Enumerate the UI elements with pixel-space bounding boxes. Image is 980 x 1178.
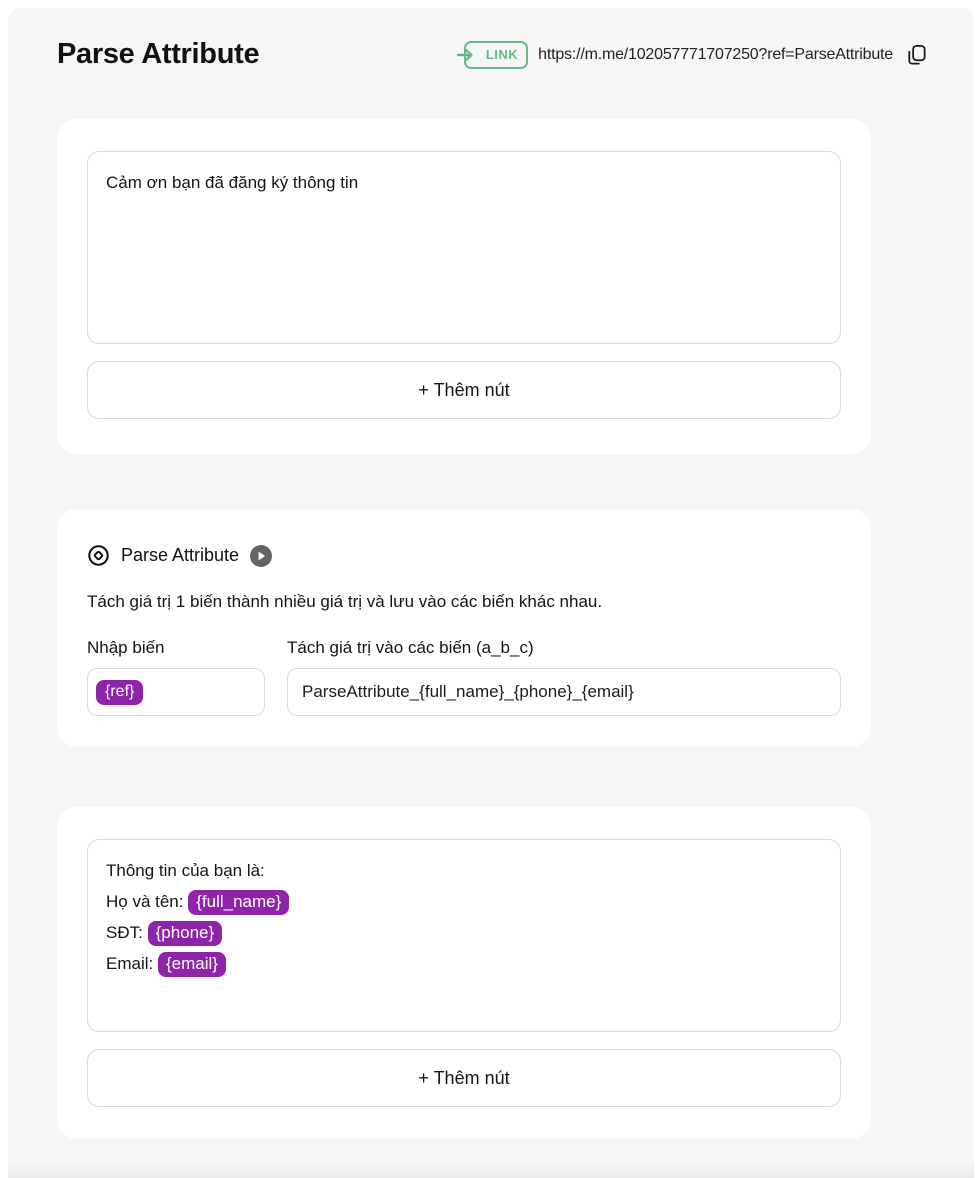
result-line: Họ và tên: {full_name} <box>106 886 822 917</box>
variable-token: {email} <box>158 952 226 977</box>
output-variables-field[interactable]: ParseAttribute_{full_name}_{phone}_{email} <box>287 668 841 716</box>
parse-block-description: Tách giá trị 1 biến thành nhiều giá trị và lưu vào các biến khác nhau. <box>87 592 603 611</box>
play-icon[interactable] <box>250 545 272 567</box>
page-title: Parse Attribute <box>57 38 260 70</box>
result-text-box[interactable] <box>87 839 841 1032</box>
variable-token: {phone} <box>148 921 223 946</box>
parse-block-title: Parse Attribute <box>121 545 240 565</box>
input-variable-label: Nhập biến <box>87 638 165 657</box>
add-button[interactable]: + Thêm nút <box>87 361 841 419</box>
result-line: SĐT: {phone} <box>106 917 822 948</box>
result-message-card <box>57 807 871 1139</box>
link-badge-label: LINK <box>485 47 519 62</box>
variable-token: {ref} <box>96 680 143 705</box>
link-row <box>464 41 928 69</box>
variable-token: {full_name} <box>188 890 289 915</box>
copy-icon[interactable] <box>905 43 928 66</box>
result-line: Thông tin của bạn là: <box>106 861 265 880</box>
input-variable-field[interactable] <box>87 668 265 716</box>
parse-attribute-card <box>57 509 871 747</box>
arrow-right-icon <box>456 47 478 62</box>
output-variables-label: Tách giá trị vào các biến (a_b_c) <box>287 638 534 657</box>
message-card <box>57 119 871 454</box>
result-line: Email: {email} <box>106 948 822 979</box>
ref-url: https://m.me/102057771707250?ref=ParseAttribute <box>538 45 893 63</box>
add-button[interactable]: + Thêm nút <box>87 1049 841 1107</box>
message-text-box[interactable]: Cảm ơn bạn đã đăng ký thông tin <box>87 151 841 344</box>
parse-attribute-icon <box>87 544 110 567</box>
main-panel <box>8 8 974 1178</box>
header <box>57 38 928 71</box>
link-badge[interactable] <box>464 41 528 69</box>
